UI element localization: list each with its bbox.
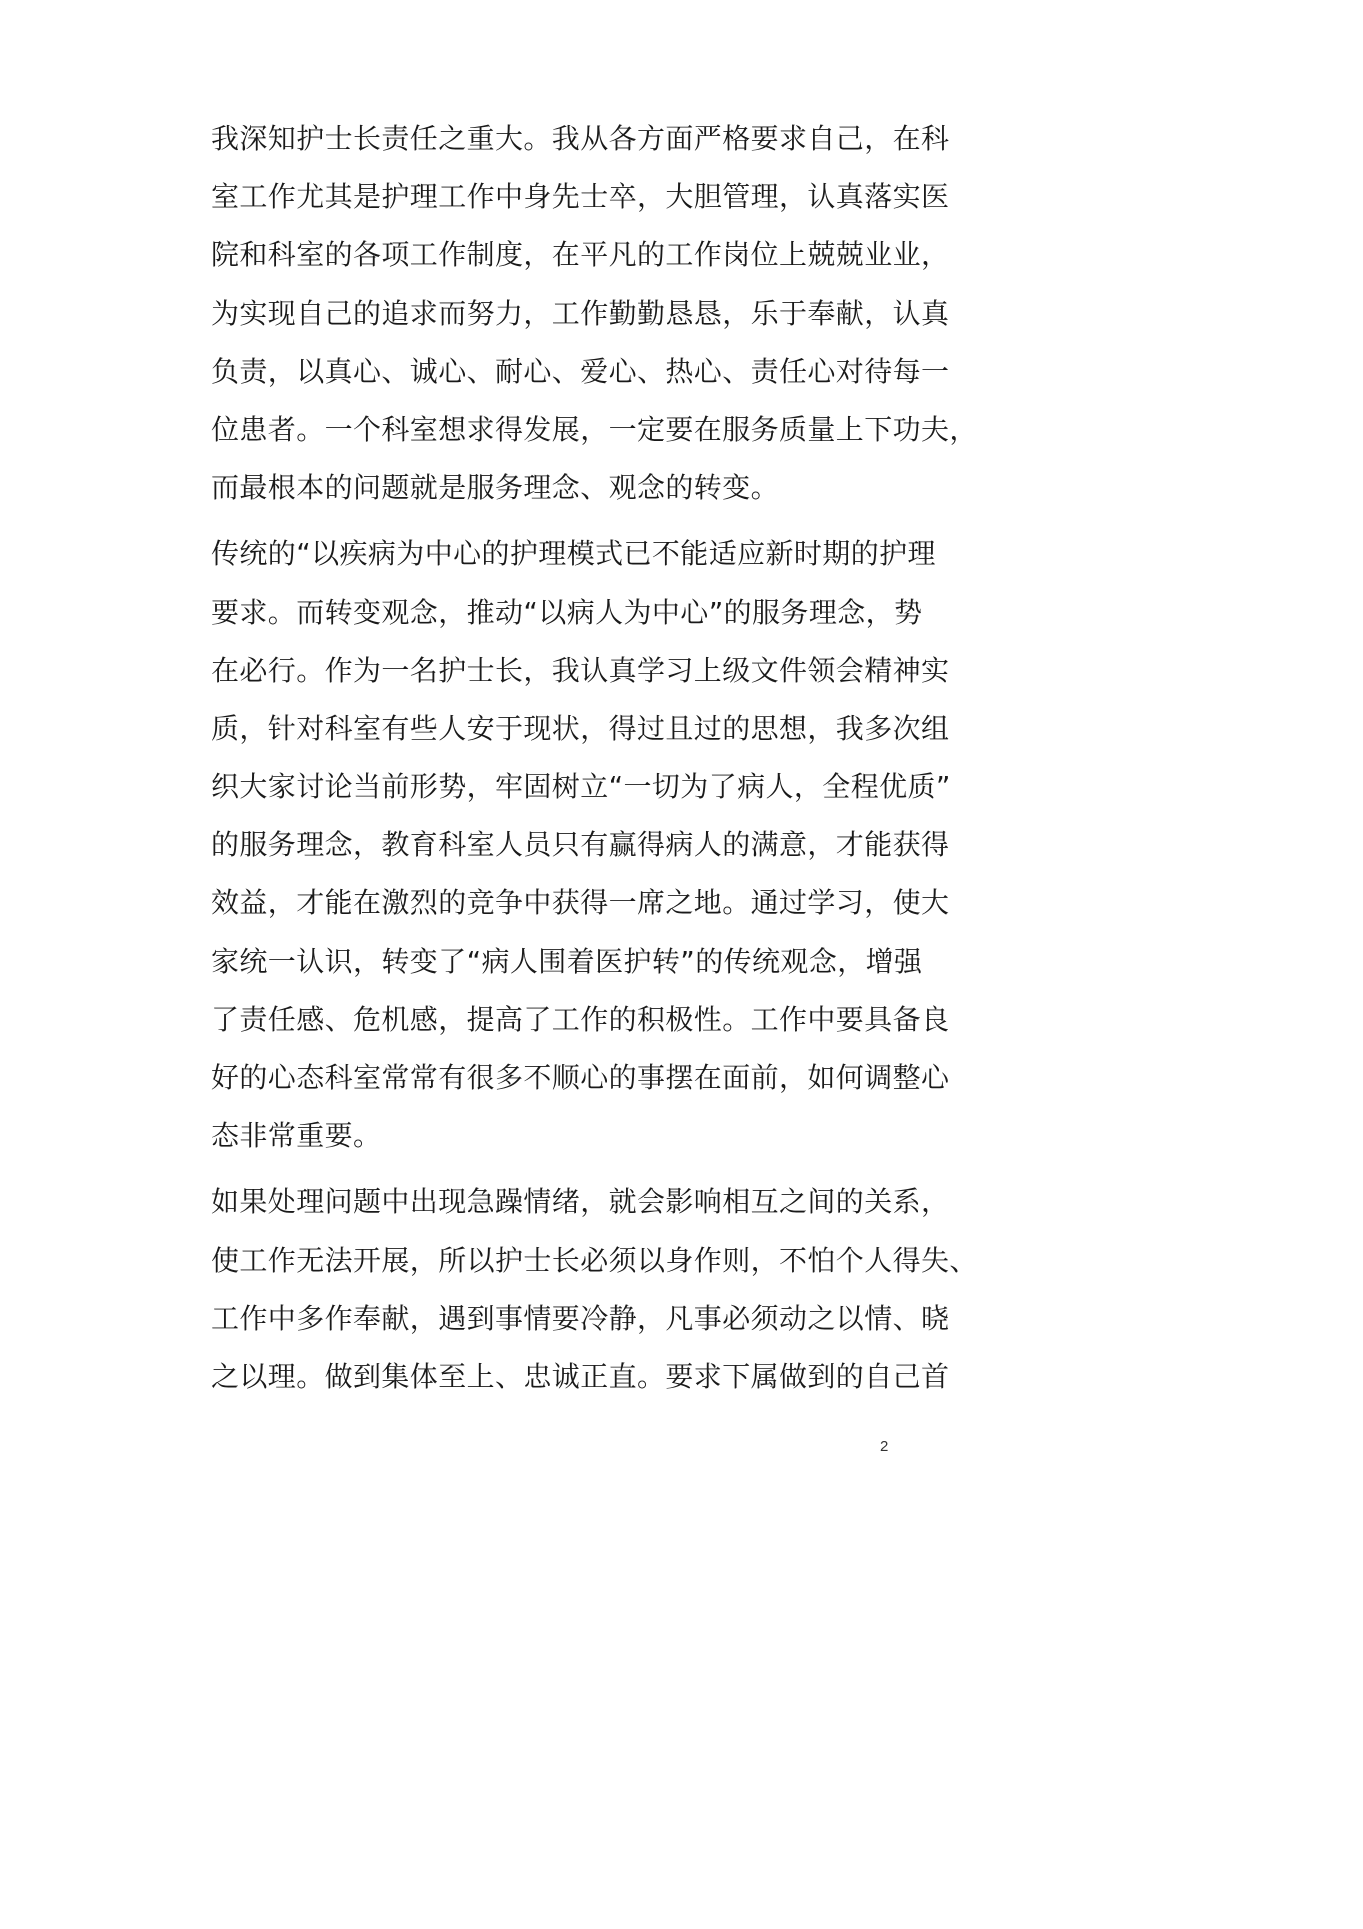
text-line: 室工作尤其是护理工作中身先士卒，大胆管理，认真落实医: [211, 180, 950, 214]
paragraph-3: [211, 1173, 978, 1406]
text-line: 家统一认识，转变了“病人围着医护转”的传统观念，增强: [211, 944, 923, 978]
text-line: 之以理。做到集体至上、忠诚正直。要求下属做到的自己首: [211, 1359, 950, 1393]
text-line: 传统的“以疾病为中心的护理模式已不能适应新时期的护理: [211, 537, 936, 571]
text-line: 织大家讨论当前形势，牢固树立“一切为了病人，全程优质”: [211, 770, 951, 804]
text-line: 要求。而转变观念，推动“以病人为中心”的服务理念，势: [211, 595, 923, 629]
text-line: 为实现自己的追求而努力，工作勤勤恳恳，乐于奉献，认真: [211, 296, 950, 330]
text-line: 的服务理念，教育科室人员只有赢得病人的满意，才能获得: [211, 828, 950, 862]
text-line: 质，针对科室有些人安于现状，得过且过的思想，我多次组: [211, 711, 950, 745]
text-line: 效益，才能在激烈的竞争中获得一席之地。通过学习，使大: [211, 886, 950, 920]
text-line: 了责任感、危机感，提高了工作的积极性。工作中要具备良: [211, 1002, 950, 1036]
text-line: 工作中多作奉献，遇到事情要冷静，凡事必须动之以情、晓: [211, 1301, 950, 1335]
text-line: 如果处理问题中出现急躁情绪，就会影响相互之间的关系，: [211, 1185, 950, 1219]
text-line: 而最根本的问题就是服务理念、观念的转变。: [211, 471, 780, 505]
text-line: 使工作无法开展，所以护士长必须以身作则，不怕个人得失、: [211, 1243, 978, 1277]
text-line: 在必行。作为一名护士长，我认真学习上级文件领会精神实: [211, 653, 950, 687]
body-text: [211, 110, 978, 1414]
text-line: 位患者。一个科室想求得发展，一定要在服务质量上下功夫，: [211, 412, 978, 446]
text-line: 院和科室的各项工作制度，在平凡的工作岗位上兢兢业业，: [211, 238, 950, 272]
paragraph-1: [211, 110, 978, 517]
text-line: 态非常重要。: [211, 1119, 382, 1153]
text-line: 我深知护士长责任之重大。我从各方面严格要求自己，在科: [211, 122, 950, 155]
text-line: 好的心态科室常常有很多不顺心的事摆在面前，如何调整心: [211, 1061, 950, 1094]
paragraph-2: [211, 525, 951, 1165]
page-number: 2: [880, 1438, 889, 1455]
text-line: 负责，以真心、诚心、耐心、爱心、热心、责任心对待每一: [211, 354, 950, 388]
